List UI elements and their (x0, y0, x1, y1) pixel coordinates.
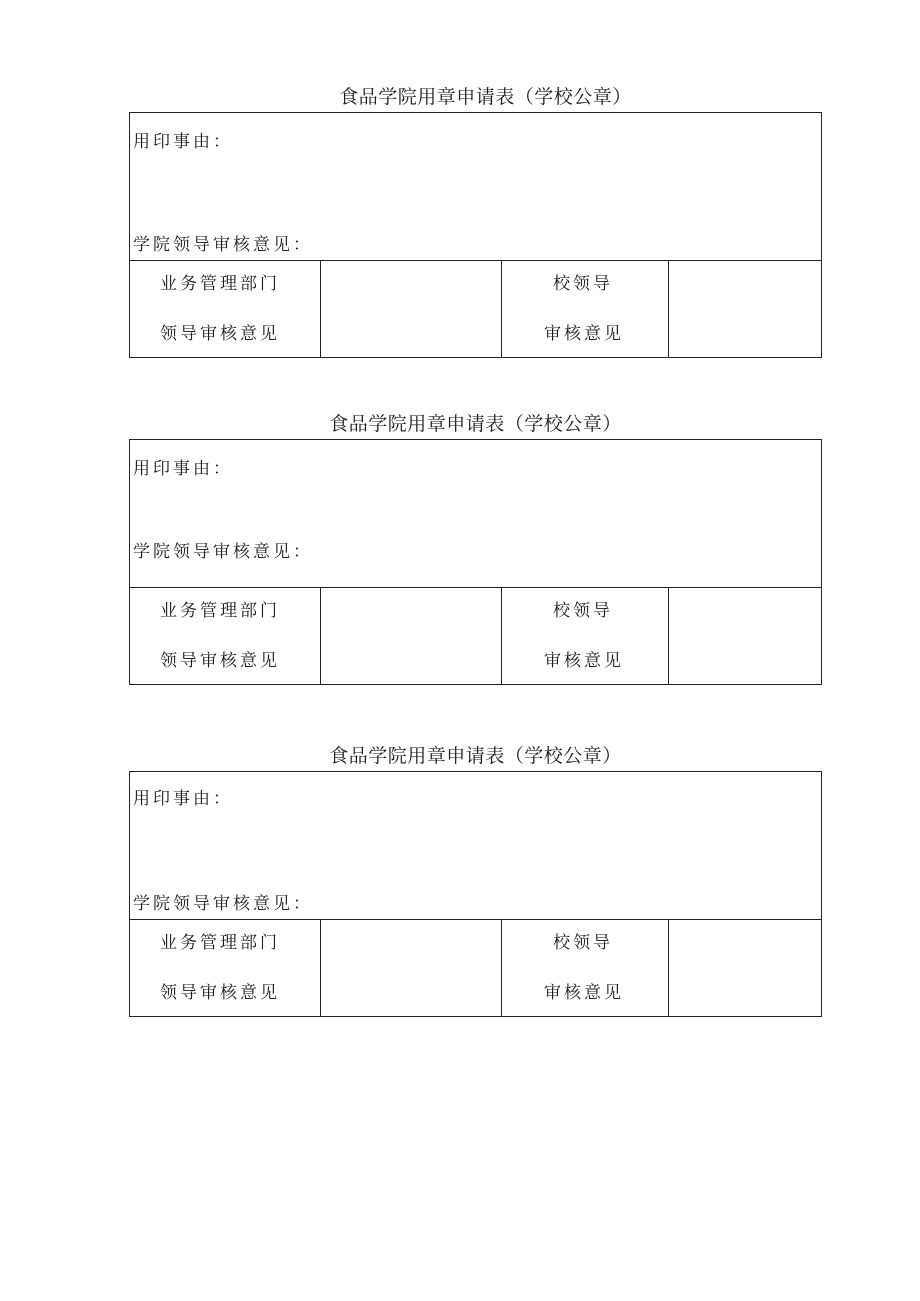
dept-label-line2: 领导审核意见 (160, 651, 280, 671)
divider (320, 587, 321, 684)
school-label-line2: 审核意见 (544, 983, 624, 1003)
reason-section[interactable] (130, 772, 821, 920)
school-label-line1: 校领导 (553, 274, 613, 294)
school-label-line1: 校领导 (553, 601, 613, 621)
divider (668, 587, 669, 684)
divider (501, 260, 502, 357)
divider (320, 919, 321, 1016)
dept-label-line1: 业务管理部门 (160, 601, 280, 621)
college-opinion-label: 学院领导审核意见： (133, 894, 313, 914)
reason-section[interactable] (130, 113, 821, 261)
reason-label: 用印事由： (133, 789, 233, 809)
school-label-line2: 审核意见 (544, 324, 624, 344)
school-label-line2: 审核意见 (544, 651, 624, 671)
form-title: 食品学院用章申请表（学校公章） (329, 413, 622, 435)
dept-label-line2: 领导审核意见 (160, 324, 280, 344)
form-table (129, 771, 822, 1017)
college-opinion-label: 学院领导审核意见： (133, 235, 313, 255)
college-opinion-label: 学院领导审核意见： (133, 542, 313, 562)
form-title: 食品学院用章申请表（学校公章） (329, 745, 622, 767)
divider (501, 919, 502, 1016)
divider (668, 260, 669, 357)
form-table (129, 439, 822, 685)
dept-label-line2: 领导审核意见 (160, 983, 280, 1003)
approval-row (130, 260, 821, 357)
form-table (129, 112, 822, 358)
divider (320, 260, 321, 357)
divider (501, 587, 502, 684)
approval-row (130, 587, 821, 684)
reason-section[interactable] (130, 440, 821, 588)
reason-label: 用印事由： (133, 459, 233, 479)
form-title: 食品学院用章申请表（学校公章） (339, 86, 632, 108)
divider (668, 919, 669, 1016)
approval-row (130, 919, 821, 1016)
reason-label: 用印事由： (133, 132, 233, 152)
dept-label-line1: 业务管理部门 (160, 274, 280, 294)
dept-label-line1: 业务管理部门 (160, 933, 280, 953)
school-label-line1: 校领导 (553, 933, 613, 953)
